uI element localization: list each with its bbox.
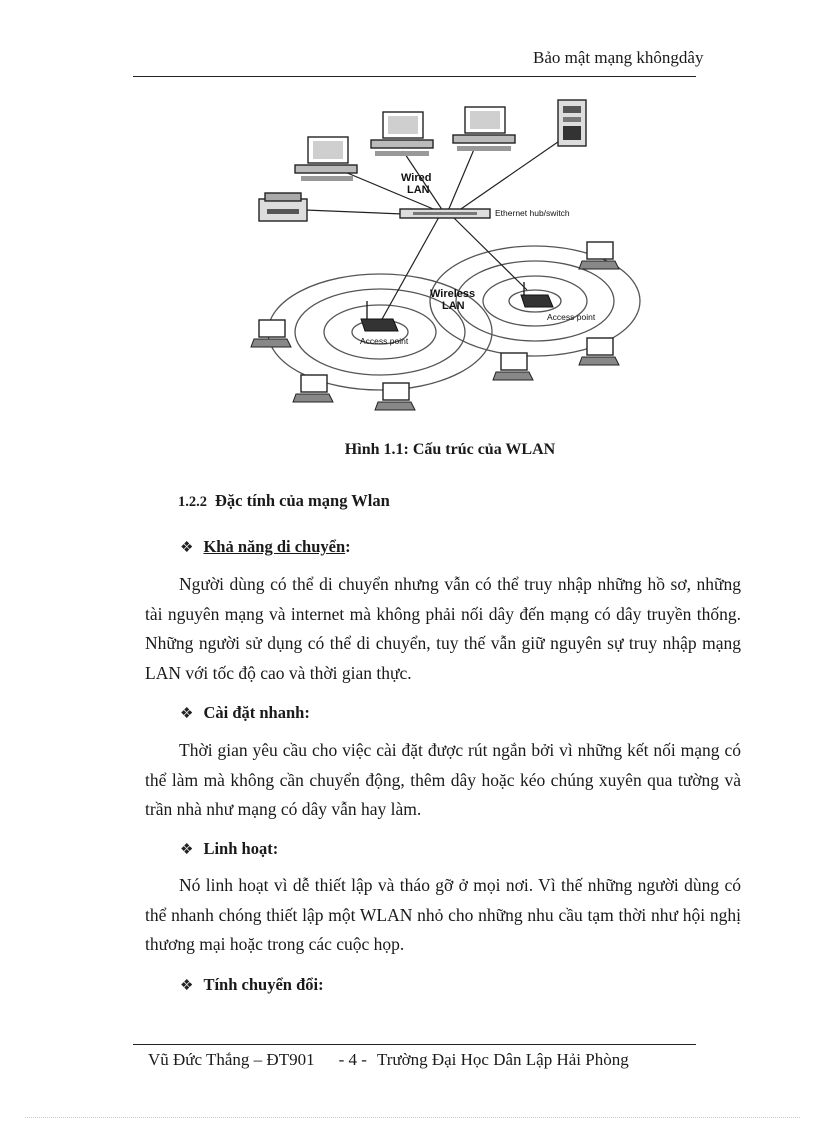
access-point-right-icon: [521, 282, 553, 307]
bullet-heading: [180, 537, 351, 557]
diamond-bullet-icon: ❖: [180, 540, 194, 556]
paragraph: Thời gian yêu cầu cho việc cài đặt được rút ngắn bởi vì những kết nối mạng có thể làm mà không cần chuyển động, thêm dây hoặc kéo chúng xuyên qua tường và trần nhà như mạng có dây vẫn hay làm.: [145, 740, 741, 819]
laptop-icon: [493, 353, 533, 380]
diamond-bullet-icon: ❖: [180, 978, 194, 994]
section-title: Đặc tính của mạng Wlan: [215, 491, 390, 510]
bullet-heading: [180, 703, 310, 723]
page-edge-dotted-line: [25, 1117, 800, 1118]
paragraph: Nó linh hoạt vì dễ thiết lập và tháo gỡ ở mọi nơi. Vì thế những người dùng có thể nhanh chóng thiết lập một WLAN nhỏ cho những nhu cầu tạm thời như hội nghị thương mại hoặc trong các cuộc họp.: [145, 875, 741, 954]
ethernet-switch-icon: [400, 209, 490, 218]
laptop-icon: [579, 242, 619, 269]
bullet-colon: :: [318, 975, 324, 994]
footer-school: Trường Đại Học Dân Lập Hải Phòng: [376, 1050, 629, 1069]
bullet-title: Khả năng di chuyển: [203, 537, 346, 556]
desktop-computer-icon: [295, 137, 357, 181]
bullet-title: Cài đặt nhanh: [203, 703, 305, 722]
header-rule: [133, 76, 696, 77]
printer-icon: [259, 193, 307, 221]
access-point-left-label: Access point: [360, 336, 409, 346]
wireless-label-line1: Wireless: [430, 288, 476, 300]
wired-label-line2: LAN: [407, 184, 430, 196]
laptop-icon: [251, 320, 291, 347]
bullet-heading: [180, 839, 278, 859]
bullet-colon: :: [272, 839, 279, 858]
wlan-figure: [243, 95, 643, 420]
page-number: - 4 -: [338, 1050, 367, 1069]
figure-caption: Hình 1.1: Cấu trúc của WLAN: [344, 441, 556, 458]
bullet-title: Tính chuyển đổi: [203, 975, 319, 994]
desktop-computer-icon: [371, 112, 433, 156]
access-point-right-label: Access point: [547, 312, 596, 322]
footer-rule: [133, 1044, 696, 1045]
wireless-label-line2: LAN: [442, 300, 465, 312]
bullet-heading: [180, 975, 324, 995]
desktop-computer-icon: [453, 107, 515, 151]
hub-label: Ethernet hub/switch: [495, 208, 570, 218]
page-footer: [148, 1050, 629, 1070]
wired-label-line1: Wired: [401, 172, 432, 184]
section-heading: [178, 491, 390, 511]
page-header-title: Bảo mật mạng khôngdây: [533, 48, 704, 67]
diamond-bullet-icon: ❖: [180, 706, 194, 722]
footer-author: Vũ Đức Thắng – ĐT901: [148, 1050, 315, 1069]
laptop-icon: [579, 338, 619, 365]
paragraph: Người dùng có thể di chuyển nhưng vẫn có thể truy nhập những hồ sơ, những tài nguyên mạng và internet mà không phải nối dây đến mạng có dây truyền thống. Những người sử dụng có thể di chuyển, tuy thế vẫn giữ nguyên sự truy nhập mạng LAN với tốc độ cao và thời gian thực.: [145, 574, 741, 683]
section-number: 1.2.2: [178, 494, 207, 510]
server-tower-icon: [558, 100, 586, 146]
bullet-colon: :: [345, 537, 351, 556]
bullet-colon: :: [304, 703, 310, 722]
laptop-icon: [293, 375, 333, 402]
bullet-title: Linh hoạt: [203, 839, 273, 858]
diamond-bullet-icon: ❖: [180, 842, 194, 858]
laptop-icon: [375, 383, 415, 410]
